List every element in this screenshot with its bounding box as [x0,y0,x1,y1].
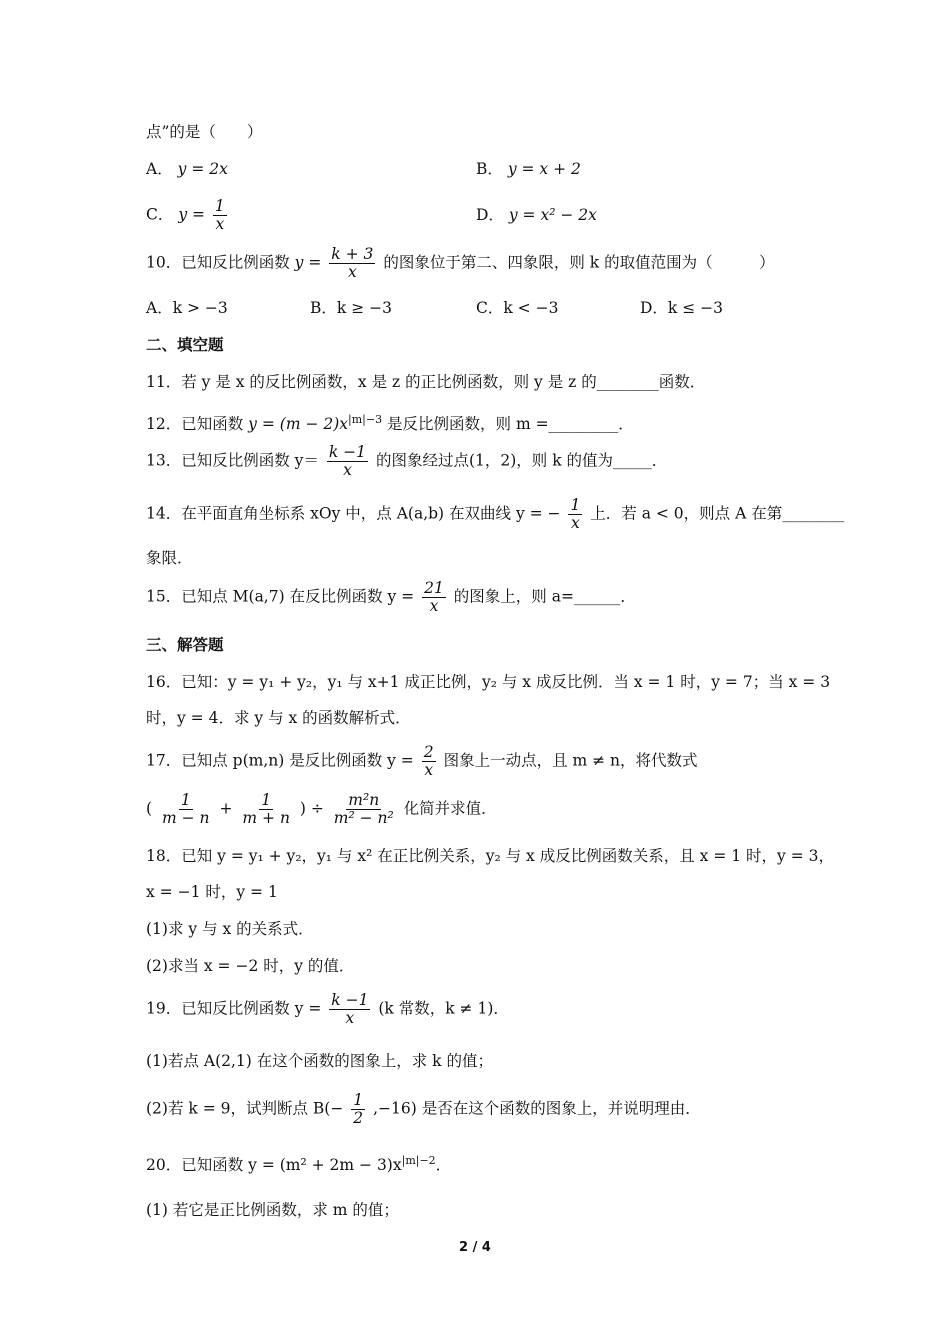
q12: 12．已知函数 $y = (m - 2)x^{|m|-3}$ 是反比例函数，则 m =_________． [146,413,634,434]
q18-part2: (2)求当 x = −2 时，y 的值． [146,957,355,975]
q10-option-b: B．k ≥ −3 [310,299,392,317]
fraction: $\frac{2}{x}$ [423,743,434,779]
q17-line2: ( $\frac{1}{m - n}$ + $\frac{1}{m + n}$ ) ÷ $\frac{\text{m²n}}{\text{m² − n²}}$ 化简并求值． [146,791,497,827]
fraction: $\frac{1}{m + n}$ [242,791,290,827]
q13: 13．已知反比例函数 y＝ $\frac{k -1}{x}$ 的图象经过点(1，2)，则 k 的值为_____． [146,443,668,479]
q9-option-c: C． y = $\frac{1}{x}$ [146,197,225,233]
q18-part1: (1)求 y 与 x 的关系式． [146,920,314,938]
q10-option-d: D．k ≤ −3 [640,299,724,317]
page-number: 2 / 4 [459,1240,491,1255]
section-heading-fill-in: 二、填空题 [146,336,224,354]
q16-line1: 16．已知：y = y₁ + y₂，y₁ 与 x+1 成正比例，y₂ 与 x 成反比例．当 x = 1 时，y = 7；当 x = 3 [146,673,831,691]
fraction: $\frac{1}{x}$ [214,197,225,233]
q11: 11．若 y 是 x 的反比例函数，x 是 z 的正比例函数，则 y 是 z 的________函数． [146,373,706,391]
fraction: $\frac{1}{2}$ [353,1091,364,1127]
q14-line1: 14．在平面直角坐标系 xOy 中，点 A(a,b) 在双曲线 y = − $\frac{1}{x}$ 上．若 a < 0，则点 A 在第________ [146,496,845,532]
q9-option-d: D． y = x² − 2x [476,206,597,224]
fraction: $\frac{1}{m - n}$ [162,791,210,827]
q18-line1: 18．已知 y = y₁ + y₂，y₁ 与 x² 在正比例关系，y₂ 与 x 成反比例函数关系，且 x = 1 时，y = 3， [146,847,834,865]
q10-option-c: C．k < −3 [476,299,559,317]
q10-option-a: A．k > −3 [146,299,228,317]
q9-tail: 点”的是（ ） [146,123,263,141]
q16-line2: 时，y = 4．求 y 与 x 的函数解析式． [146,709,411,727]
fraction: $\frac{k + 3}{x}$ [331,245,374,281]
q20-part1: (1) 若它是正比例函数，求 m 的值； [146,1201,399,1219]
fraction: $\frac{k -1}{x}$ [328,443,367,479]
q10-stem: 10．已知反比例函数 y = $\frac{k + 3}{x}$ 的图象位于第二、四象限，则 k 的取值范围为（ ） [146,245,775,281]
fraction: $\frac{1}{x}$ [570,496,581,532]
q19-part1: (1)若点 A(2,1) 在这个函数的图象上，求 k 的值； [146,1052,493,1070]
fraction: $\frac{21}{x}$ [424,579,444,615]
q17-line1: 17．已知点 p(m,n) 是反比例函数 y = $\frac{2}{x}$ 图象上一动点，且 m ≠ n，将代数式 [146,743,698,779]
q14-line2: 象限． [146,549,193,567]
q19-part2: (2)若 k = 9，试判断点 B(− $\frac{1}{2}$ ,−16) 是否在这个函数的图象上，并说明理由． [146,1091,701,1127]
q18-line2: x = −1 时，y = 1 [146,883,278,901]
q9-option-a: A． y = 2x [146,160,228,178]
fraction: $\frac{\text{m²n}}{\text{m² − n²}}$ [333,791,394,827]
q9-option-b: B． y = x + 2 [476,160,581,178]
fraction: $\frac{k -1}{x}$ [331,991,369,1027]
q20-stem: 20．已知函数 $y = (m^2 + 2m - 3)x^{|m|-2}$． [146,1154,452,1175]
q15: 15．已知点 M(a,7) 在反比例函数 y = $\frac{21}{x}$ 的图象上，则 a=______． [146,579,636,615]
section-heading-solve: 三、解答题 [146,636,224,654]
q19-stem: 19．已知反比例函数 y = $\frac{k -1}{x}$ (k 常数，k ≠ 1)． [146,991,509,1027]
